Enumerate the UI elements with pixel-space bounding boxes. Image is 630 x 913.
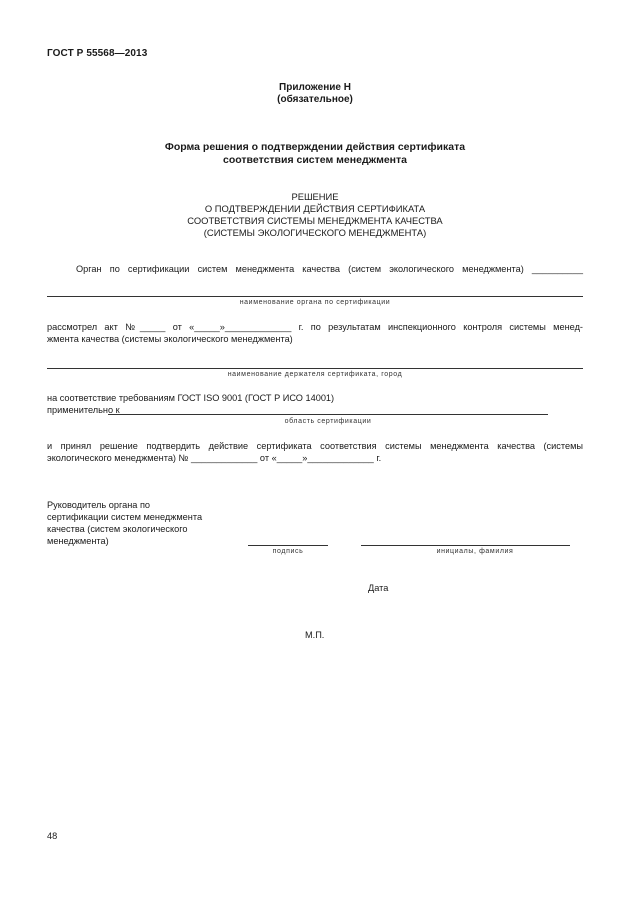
holder-caption: наименование держателя сертификата, город [227,371,403,378]
scope-rule [108,414,548,415]
act-line-2: жмента качества (системы экологического менеджмента) [47,334,293,344]
signature-caption: подпись [272,548,304,555]
date-label: Дата [368,583,389,593]
stamp-label: М.П. [305,630,325,640]
decision-heading: РЕШЕНИЕ [291,191,339,202]
organ-caption: наименование органа по сертификации [239,299,391,306]
appendix-status: (обязательное) [277,94,353,105]
holder-rule [47,368,583,369]
decision-subheading-1: О ПОДТВЕРЖДЕНИИ ДЕЙСТВИЯ СЕРТИФИКАТА [204,203,426,214]
decision-subheading-2: СООТВЕТСТВИЯ СИСТЕМЫ МЕНЕДЖМЕНТА КАЧЕСТВА [187,215,443,226]
signer-role-2: сертификации систем менеджмента [47,512,203,522]
organ-name-rule [47,296,583,297]
decision-subheading-3: (СИСТЕМЫ ЭКОЛОГИЧЕСКОГО МЕНЕДЖМЕНТА) [203,227,427,238]
signer-role-3: качества (систем экологического [47,524,188,534]
name-rule [361,545,570,546]
signer-role-1: Руководитель органа по [47,500,151,510]
act-line-1 [47,322,583,334]
decision-line-1-text: и принял решение подтвердить действие сертификата соответствия системы менеджмента качества (системы [47,441,583,451]
appendix-title: Приложение Н [279,82,351,93]
form-title-line2: соответствия систем менеджмента [223,154,407,166]
name-caption: инициалы, фамилия [436,548,514,555]
decision-line-1 [47,441,583,453]
organ-line-text: Орган по сертификации систем менеджмента качества (систем экологического менеджмента) __________ [76,264,583,274]
signer-role-4: менеджмента) [47,536,109,546]
signature-rule [248,545,328,546]
act-line-1-text: рассмотрел акт №_____ от «_____»_____________ г. по результатам инспекционного контроля системы менед- [47,322,583,332]
compliance-line: на соответствие требованиям ГОСТ ISO 9001 (ГОСТ Р ИСО 14001) [47,393,335,403]
scope-caption: область сертификации [284,418,372,425]
applied-prefix: применительно к [47,405,120,415]
standard-header: ГОСТ Р 55568—2013 [47,48,148,59]
organ-line [76,264,583,276]
decision-line-2: экологического менеджмента) № _____________ от «_____»_____________ г. [47,453,382,463]
form-title-line1: Форма решения о подтверждении действия сертификата [164,141,466,153]
page-number: 48 [47,831,58,841]
